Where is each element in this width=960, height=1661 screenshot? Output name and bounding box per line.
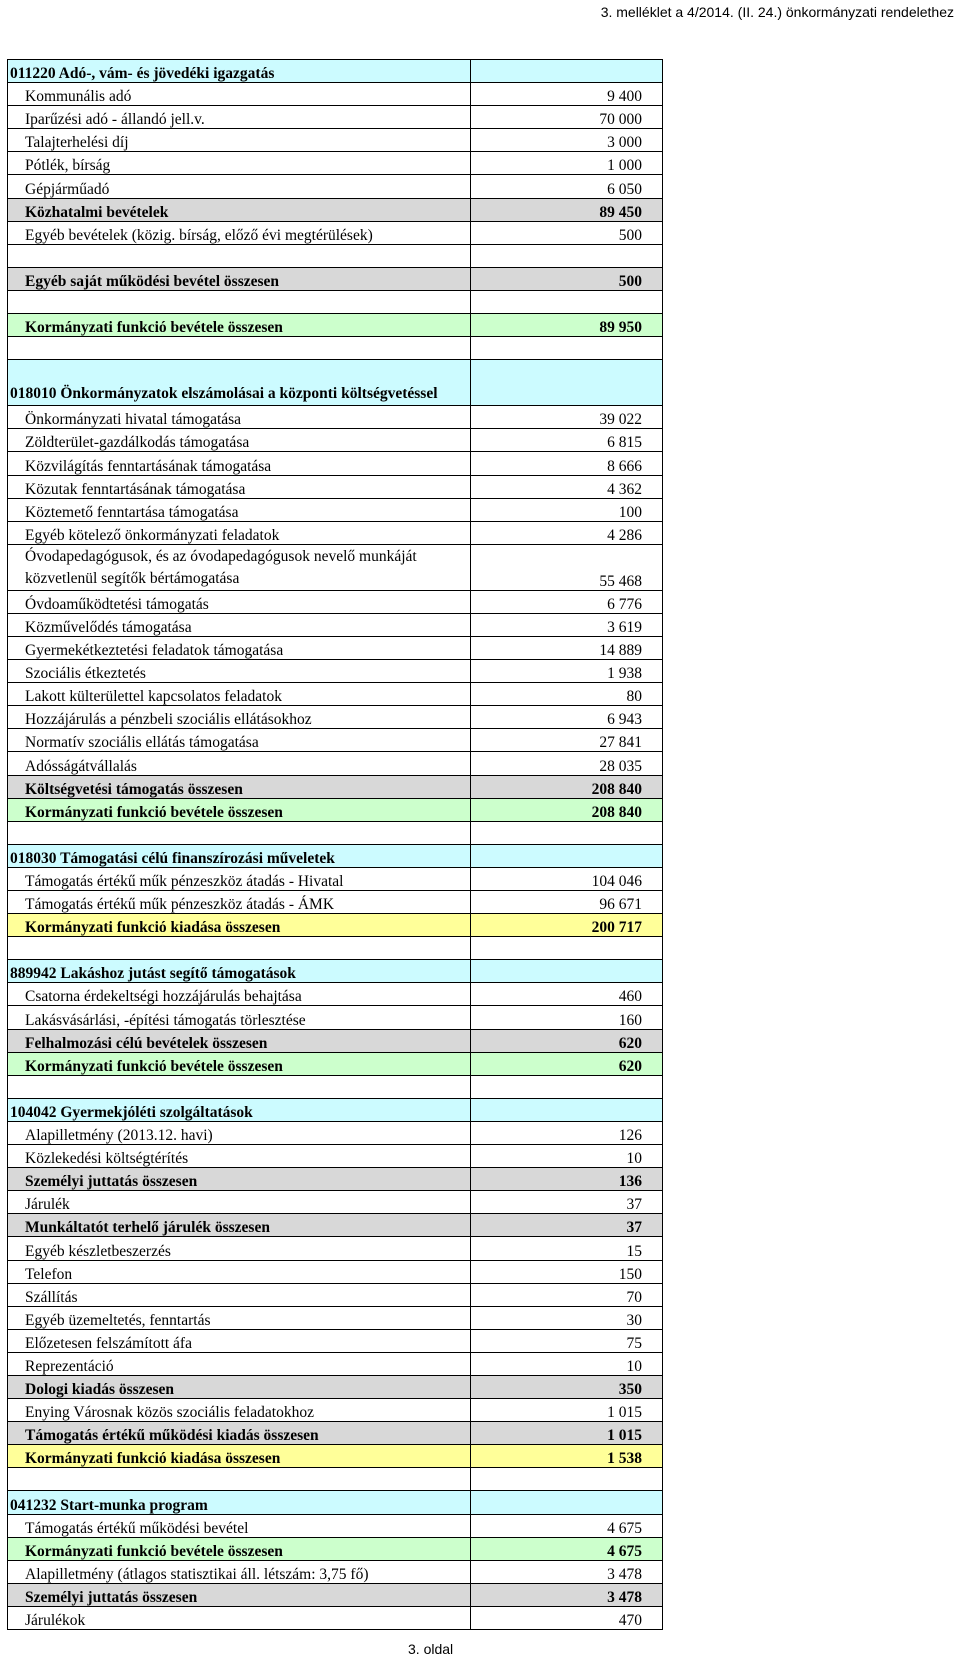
subtotal-row [8, 314, 663, 337]
row-value: 1 015 [471, 1422, 663, 1445]
row-value [471, 337, 663, 360]
row-value: 3 619 [471, 613, 663, 636]
table-row [8, 1329, 663, 1352]
subtotal-row [8, 1375, 663, 1398]
row-label: Személyi juttatás összesen [8, 1583, 471, 1606]
section-header-row [8, 60, 663, 83]
row-label: Önkormányzati hivatal támogatása [8, 406, 471, 429]
page-number: 3. oldal [408, 1641, 454, 1657]
row-value [471, 290, 663, 313]
row-value: 75 [471, 1329, 663, 1352]
subtotal-row [8, 1583, 663, 1606]
row-label: Járulék [8, 1191, 471, 1214]
row-label [8, 290, 471, 313]
row-value: 6 050 [471, 175, 663, 198]
subtotal-row [8, 914, 663, 937]
row-value: 14 889 [471, 636, 663, 659]
subtotal-row [8, 1168, 663, 1191]
row-value: 37 [471, 1191, 663, 1214]
table-row [8, 406, 663, 429]
row-value: 70 [471, 1283, 663, 1306]
row-label: Kormányzati funkció bevétele összesen [8, 1537, 471, 1560]
row-value: 89 450 [471, 198, 663, 221]
table-row [8, 106, 663, 129]
row-label: Zöldterület-gazdálkodás támogatása [8, 429, 471, 452]
row-value: 27 841 [471, 729, 663, 752]
row-label: Közhatalmi bevételek [8, 198, 471, 221]
row-value: 15 [471, 1237, 663, 1260]
table-row [8, 683, 663, 706]
row-value: 30 [471, 1306, 663, 1329]
section-header-row [8, 360, 663, 406]
row-label [8, 937, 471, 960]
blank-row [8, 290, 663, 313]
row-value: 3 478 [471, 1583, 663, 1606]
row-value: 1 538 [471, 1445, 663, 1468]
row-value: 620 [471, 1029, 663, 1052]
subtotal-row [8, 1214, 663, 1237]
table-row [8, 660, 663, 683]
table-row [8, 1237, 663, 1260]
row-value: 620 [471, 1052, 663, 1075]
row-label: Talajterhelési díj [8, 129, 471, 152]
row-label: 041232 Start-munka program [8, 1491, 471, 1514]
row-label: Szociális étkeztetés [8, 660, 471, 683]
row-label: Óvdoaműködtetési támogatás [8, 590, 471, 613]
table-row [8, 544, 663, 590]
row-label: Támogatás értékű műk pénzeszköz átadás - Hivatal [8, 867, 471, 890]
row-label [8, 1075, 471, 1098]
subtotal-row [8, 1052, 663, 1075]
row-label: Enying Városnak közös szociális feladatokhoz [8, 1399, 471, 1422]
row-value: 39 022 [471, 406, 663, 429]
row-label: Egyéb bevételek (közig. bírság, előző évi megtérülések) [8, 221, 471, 244]
subtotal-row [8, 1537, 663, 1560]
row-value: 160 [471, 1006, 663, 1029]
row-value [471, 1098, 663, 1121]
table-row [8, 1260, 663, 1283]
row-value: 126 [471, 1121, 663, 1144]
blank-row [8, 937, 663, 960]
row-value [471, 1491, 663, 1514]
row-value: 55 468 [471, 544, 663, 590]
row-value: 136 [471, 1168, 663, 1191]
table-row [8, 221, 663, 244]
table-row [8, 152, 663, 175]
row-label: Egyéb kötelező önkormányzati feladatok [8, 521, 471, 544]
row-label: 889942 Lakáshoz jutást segítő támogatások [8, 960, 471, 983]
row-label: Normatív szociális ellátás támogatása [8, 729, 471, 752]
section-header-row [8, 844, 663, 867]
blank-row [8, 244, 663, 267]
row-value [471, 960, 663, 983]
table-row [8, 706, 663, 729]
row-label: 104042 Gyermekjóléti szolgáltatások [8, 1098, 471, 1121]
row-value: 89 950 [471, 314, 663, 337]
row-label: Közvilágítás fenntartásának támogatása [8, 452, 471, 475]
page-header: 3. melléklet a 4/2014. (II. 24.) önkormányzati rendelethez [600, 4, 954, 20]
row-value [471, 821, 663, 844]
row-label [8, 337, 471, 360]
row-value: 350 [471, 1375, 663, 1398]
table-row [8, 1283, 663, 1306]
row-value: 208 840 [471, 775, 663, 798]
table-row [8, 752, 663, 775]
row-label: Közlekedési költségtérítés [8, 1145, 471, 1168]
row-value: 10 [471, 1352, 663, 1375]
row-value: 4 286 [471, 521, 663, 544]
row-label: Támogatás értékű műk pénzeszköz átadás - ÁMK [8, 891, 471, 914]
table-row [8, 1560, 663, 1583]
row-value: 470 [471, 1606, 663, 1629]
row-label: Óvodapedagógusok, és az óvodapedagógusok nevelő munkáját közvetlenül segítők bértámogatása [8, 544, 471, 590]
table-row [8, 590, 663, 613]
section-header-row [8, 1098, 663, 1121]
row-value: 200 717 [471, 914, 663, 937]
table-row [8, 129, 663, 152]
row-label [8, 1468, 471, 1491]
table-row [8, 1121, 663, 1144]
subtotal-row [8, 198, 663, 221]
row-label: 018030 Támogatási célú finanszírozási műveletek [8, 844, 471, 867]
subtotal-row [8, 1029, 663, 1052]
row-label: Dologi kiadás összesen [8, 1375, 471, 1398]
table-row [8, 452, 663, 475]
table-row [8, 1145, 663, 1168]
row-label: Kormányzati funkció kiadása összesen [8, 1445, 471, 1468]
row-label: Adósságátvállalás [8, 752, 471, 775]
row-value [471, 1075, 663, 1098]
blank-row [8, 1468, 663, 1491]
subtotal-row [8, 1422, 663, 1445]
section-header-row [8, 1491, 663, 1514]
row-label: Személyi juttatás összesen [8, 1168, 471, 1191]
row-label: Kormányzati funkció bevétele összesen [8, 314, 471, 337]
table-row [8, 475, 663, 498]
row-label: Közutak fenntartásának támogatása [8, 475, 471, 498]
row-label: Támogatás értékű működési bevétel [8, 1514, 471, 1537]
table-row [8, 175, 663, 198]
blank-row [8, 821, 663, 844]
row-label: Támogatás értékű működési kiadás összesen [8, 1422, 471, 1445]
row-label: Egyéb üzemeltetés, fenntartás [8, 1306, 471, 1329]
row-value: 9 400 [471, 83, 663, 106]
budget-table-body [8, 60, 663, 1630]
row-value [471, 360, 663, 406]
row-label: Szállítás [8, 1283, 471, 1306]
row-label: Felhalmozási célú bevételek összesen [8, 1029, 471, 1052]
table-row [8, 983, 663, 1006]
row-value: 1 000 [471, 152, 663, 175]
table-row [8, 729, 663, 752]
table-row [8, 636, 663, 659]
table-row [8, 1191, 663, 1214]
row-value: 6 776 [471, 590, 663, 613]
row-value: 500 [471, 221, 663, 244]
row-value: 28 035 [471, 752, 663, 775]
row-value: 37 [471, 1214, 663, 1237]
subtotal-row [8, 775, 663, 798]
blank-row [8, 1075, 663, 1098]
row-label: Előzetesen felszámított áfa [8, 1329, 471, 1352]
table-row [8, 891, 663, 914]
row-label: Reprezentáció [8, 1352, 471, 1375]
row-value: 3 478 [471, 1560, 663, 1583]
row-value: 96 671 [471, 891, 663, 914]
row-value: 500 [471, 267, 663, 290]
row-label: 018010 Önkormányzatok elszámolásai a központi költségvetéssel [8, 360, 471, 406]
row-label: 011220 Adó-, vám- és jövedéki igazgatás [8, 60, 471, 83]
row-value: 10 [471, 1145, 663, 1168]
subtotal-row [8, 267, 663, 290]
row-label: Hozzájárulás a pénzbeli szociális ellátásokhoz [8, 706, 471, 729]
table-row [8, 867, 663, 890]
row-value: 4 362 [471, 475, 663, 498]
row-value: 8 666 [471, 452, 663, 475]
row-label: Pótlék, bírság [8, 152, 471, 175]
table-row [8, 429, 663, 452]
row-value: 70 000 [471, 106, 663, 129]
row-label: Gépjárműadó [8, 175, 471, 198]
row-value: 1 015 [471, 1399, 663, 1422]
table-row [8, 83, 663, 106]
row-value: 80 [471, 683, 663, 706]
row-label: Közművelődés támogatása [8, 613, 471, 636]
table-row [8, 1399, 663, 1422]
row-value: 208 840 [471, 798, 663, 821]
row-label: Lakásvásárlási, -építési támogatás törlesztése [8, 1006, 471, 1029]
subtotal-row [8, 1445, 663, 1468]
row-label: Járulékok [8, 1606, 471, 1629]
table-row [8, 521, 663, 544]
table-row [8, 1006, 663, 1029]
blank-row [8, 337, 663, 360]
row-label: Csatorna érdekeltségi hozzájárulás behajtása [8, 983, 471, 1006]
subtotal-row [8, 798, 663, 821]
row-label [8, 244, 471, 267]
row-label: Kormányzati funkció kiadása összesen [8, 914, 471, 937]
row-label: Lakott külterülettel kapcsolatos feladatok [8, 683, 471, 706]
row-value [471, 244, 663, 267]
budget-table [7, 59, 663, 1630]
row-label: Munkáltatót terhelő járulék összesen [8, 1214, 471, 1237]
row-label: Kormányzati funkció bevétele összesen [8, 1052, 471, 1075]
row-label: Köztemető fenntartása támogatása [8, 498, 471, 521]
table-row [8, 1306, 663, 1329]
section-header-row [8, 960, 663, 983]
row-label: Egyéb saját működési bevétel összesen [8, 267, 471, 290]
row-label: Telefon [8, 1260, 471, 1283]
table-row [8, 1606, 663, 1629]
row-value: 1 938 [471, 660, 663, 683]
row-value: 100 [471, 498, 663, 521]
row-label: Iparűzési adó - állandó jell.v. [8, 106, 471, 129]
row-label: Kommunális adó [8, 83, 471, 106]
row-value: 6 815 [471, 429, 663, 452]
row-label [8, 821, 471, 844]
row-label: Gyermekétkeztetési feladatok támogatása [8, 636, 471, 659]
row-value: 150 [471, 1260, 663, 1283]
row-label: Egyéb készletbeszerzés [8, 1237, 471, 1260]
row-value: 104 046 [471, 867, 663, 890]
row-value: 6 943 [471, 706, 663, 729]
table-row [8, 613, 663, 636]
table-row [8, 1352, 663, 1375]
row-value: 3 000 [471, 129, 663, 152]
row-label: Költségvetési támogatás összesen [8, 775, 471, 798]
row-label: Alapilletmény (2013.12. havi) [8, 1121, 471, 1144]
row-value [471, 844, 663, 867]
table-row [8, 1514, 663, 1537]
row-value: 4 675 [471, 1537, 663, 1560]
row-value [471, 937, 663, 960]
row-value [471, 60, 663, 83]
row-label: Alapilletmény (átlagos statisztikai áll. létszám: 3,75 fő) [8, 1560, 471, 1583]
table-row [8, 498, 663, 521]
row-value: 4 675 [471, 1514, 663, 1537]
row-value [471, 1468, 663, 1491]
row-value: 460 [471, 983, 663, 1006]
row-label: Kormányzati funkció bevétele összesen [8, 798, 471, 821]
